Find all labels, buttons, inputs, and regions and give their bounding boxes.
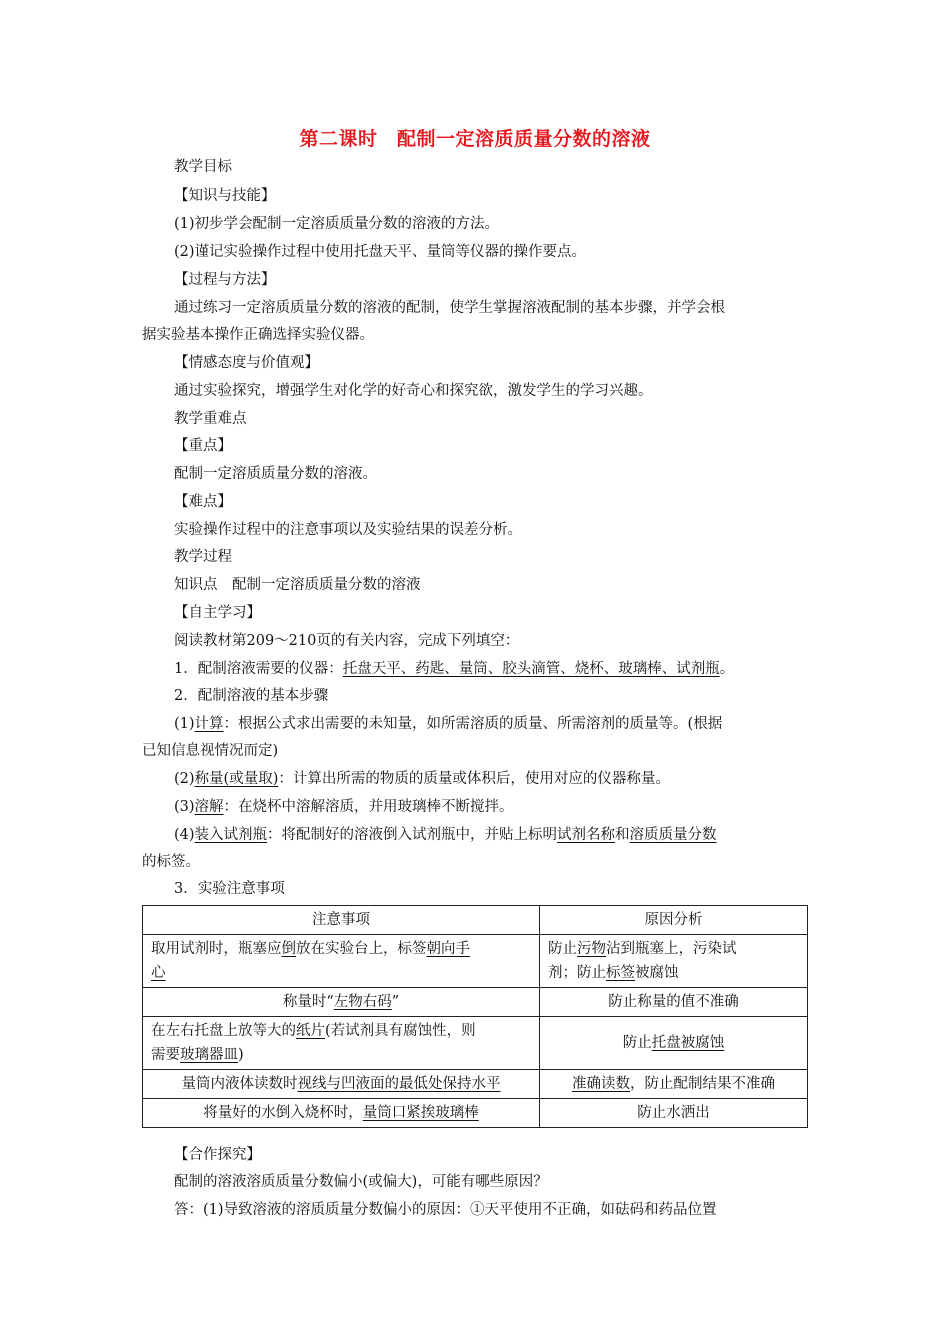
question-1-suffix: 。 — [719, 661, 735, 677]
cell-answer: 量筒口紧挨玻璃棒 — [362, 1105, 479, 1121]
table-cell — [540, 1070, 808, 1099]
table-cell — [143, 988, 540, 1017]
cell-answer: 倒 — [281, 941, 296, 957]
self-study-heading: 【自主学习】 — [174, 605, 261, 621]
question-2: 2．配制溶液的基本步骤 — [174, 688, 329, 704]
cooperation-answer: 答：(1)导致溶液的溶质质量分数偏小的原因：①天平使用不正确，如砝码和药品位置 — [174, 1202, 717, 1218]
question-1-prefix: 1．配制溶液需要的仪器： — [174, 661, 343, 677]
objectives-heading: 教学目标 — [174, 159, 232, 175]
step-1-number: (1) — [174, 716, 195, 732]
cell-text: 需要 — [151, 1047, 180, 1063]
cooperation-heading: 【合作探究】 — [174, 1147, 261, 1163]
step-3 — [174, 798, 514, 816]
process-method-heading: 【过程与方法】 — [174, 272, 276, 288]
question-1 — [174, 660, 734, 678]
cell-text: 防止 — [548, 941, 577, 957]
cell-text: 在左右托盘上放等大的 — [151, 1023, 296, 1039]
cell-text: 将量好的水倒入烧杯时， — [203, 1105, 363, 1121]
table-cell — [143, 1070, 540, 1099]
cell-text: 剂；防止 — [548, 965, 606, 981]
step-4-answer-3: 溶质质量分数 — [629, 827, 717, 843]
step-4-text-continued: 的标签。 — [142, 854, 200, 870]
key-point-text: 配制一定溶质质量分数的溶液。 — [174, 466, 377, 482]
knowledge-item-1: (1)初步学会配制一定溶质质量分数的溶液的方法。 — [174, 216, 500, 232]
step-2-number: (2) — [174, 771, 195, 787]
table-cell — [143, 935, 540, 988]
step-2-text: ：计算出所需的物质的质量或体积后，使用对应的仪器称量。 — [278, 771, 670, 787]
step-3-answer: 溶解 — [194, 799, 224, 815]
step-1 — [174, 715, 722, 733]
cell-answer: 心 — [151, 965, 166, 981]
question-1-answer: 托盘天平、药匙、量筒、胶头滴管、烧杯、玻璃棒、试剂瓶 — [342, 661, 720, 677]
difficulty-heading: 教学重难点 — [174, 411, 247, 427]
step-4-number: (4) — [174, 827, 195, 843]
step-4-text: ：将配制好的溶液倒入试剂瓶中，并贴上标明 — [267, 827, 558, 843]
process-method-line-1: 通过练习一定溶质质量分数的溶液的配制，使学生掌握溶液配制的基本步骤，并学会根 — [174, 300, 725, 316]
step-1-answer: 计算 — [194, 716, 224, 732]
cell-text: 被腐蚀 — [635, 965, 679, 981]
key-point-heading: 【重点】 — [174, 438, 232, 454]
table-header-row — [143, 906, 808, 935]
cell-text: 放在实验台上，标签 — [296, 941, 427, 957]
knowledge-point-title: 知识点 配制一定溶质质量分数的溶液 — [174, 577, 421, 593]
cooperation-question: 配制的溶液溶质质量分数偏小(或偏大)，可能有哪些原因？ — [174, 1174, 548, 1190]
cell-answer: 准确读数 — [572, 1076, 630, 1092]
cell-answer: 托盘被腐蚀 — [651, 1035, 725, 1051]
cell-answer: 左物右码 — [333, 994, 392, 1010]
teaching-process-heading: 教学过程 — [174, 549, 232, 565]
cell-text: 取用试剂时，瓶塞应 — [151, 941, 282, 957]
step-4-and: 和 — [615, 827, 630, 843]
hard-point-heading: 【难点】 — [174, 494, 232, 510]
step-3-text: ：在烧杯中溶解溶质，并用玻璃棒不断搅拌。 — [223, 799, 514, 815]
table-cell: 防止水洒出 — [540, 1099, 808, 1128]
table-cell — [143, 1017, 540, 1070]
cell-text: 防止 — [622, 1035, 652, 1051]
precautions-table — [142, 905, 808, 1128]
cell-text: 沾到瓶塞上，污染试 — [606, 941, 737, 957]
step-2-answer: 称量(或量取) — [194, 771, 279, 787]
knowledge-skill-heading: 【知识与技能】 — [174, 188, 276, 204]
emotion-value-text: 通过实验探究，增强学生对化学的好奇心和探究欲，激发学生的学习兴趣。 — [174, 383, 653, 399]
table-cell — [540, 1017, 808, 1070]
step-2 — [174, 770, 670, 788]
hard-point-text: 实验操作过程中的注意事项以及实验结果的误差分析。 — [174, 522, 522, 538]
cell-answer: 纸片 — [296, 1023, 325, 1039]
step-1-text: ：根据公式求出需要的未知量，如所需溶质的质量、所需溶剂的质量等。(根据 — [223, 716, 723, 732]
table-row — [143, 935, 808, 988]
step-1-text-continued: 已知信息视情况而定) — [142, 743, 279, 759]
table-cell — [143, 1099, 540, 1128]
cell-answer: 视线与凹液面的最低处保持水平 — [297, 1076, 501, 1092]
step-4-answer-2: 试剂名称 — [557, 827, 616, 843]
table-row — [143, 1070, 808, 1099]
cell-text: (若试剂具有腐蚀性，则 — [325, 1023, 476, 1039]
table-header-precautions: 注意事项 — [143, 906, 540, 935]
table-row — [143, 988, 808, 1017]
page-title: 第二课时 配制一定溶质质量分数的溶液 — [299, 128, 651, 150]
cell-text: ” — [391, 994, 400, 1010]
table-row — [143, 1099, 808, 1128]
table-header-reasons: 原因分析 — [540, 906, 808, 935]
table-cell — [540, 935, 808, 988]
cell-answer: 朝向手 — [426, 941, 470, 957]
process-method-line-2: 据实验基本操作正确选择实验仪器。 — [142, 327, 374, 343]
step-4 — [174, 826, 717, 844]
cell-text: ) — [238, 1047, 244, 1063]
cell-text: 称量时“ — [282, 994, 334, 1010]
cell-text: ，防止配制结果不准确 — [630, 1076, 775, 1092]
reading-instruction: 阅读教材第209～210页的有关内容，完成下列填空： — [174, 633, 520, 649]
cell-text: 量筒内液体读数时 — [181, 1076, 298, 1092]
cell-answer: 污物 — [577, 941, 606, 957]
cell-answer: 玻璃器皿 — [180, 1047, 238, 1063]
table-row — [143, 1017, 808, 1070]
knowledge-item-2: (2)谨记实验操作过程中使用托盘天平、量筒等仪器的操作要点。 — [174, 244, 587, 260]
step-4-answer: 装入试剂瓶 — [194, 827, 268, 843]
question-3: 3．实验注意事项 — [174, 881, 285, 897]
table-cell: 防止称量的值不准确 — [540, 988, 808, 1017]
cell-answer: 标签 — [606, 965, 635, 981]
step-3-number: (3) — [174, 799, 195, 815]
emotion-value-heading: 【情感态度与价值观】 — [174, 355, 319, 371]
